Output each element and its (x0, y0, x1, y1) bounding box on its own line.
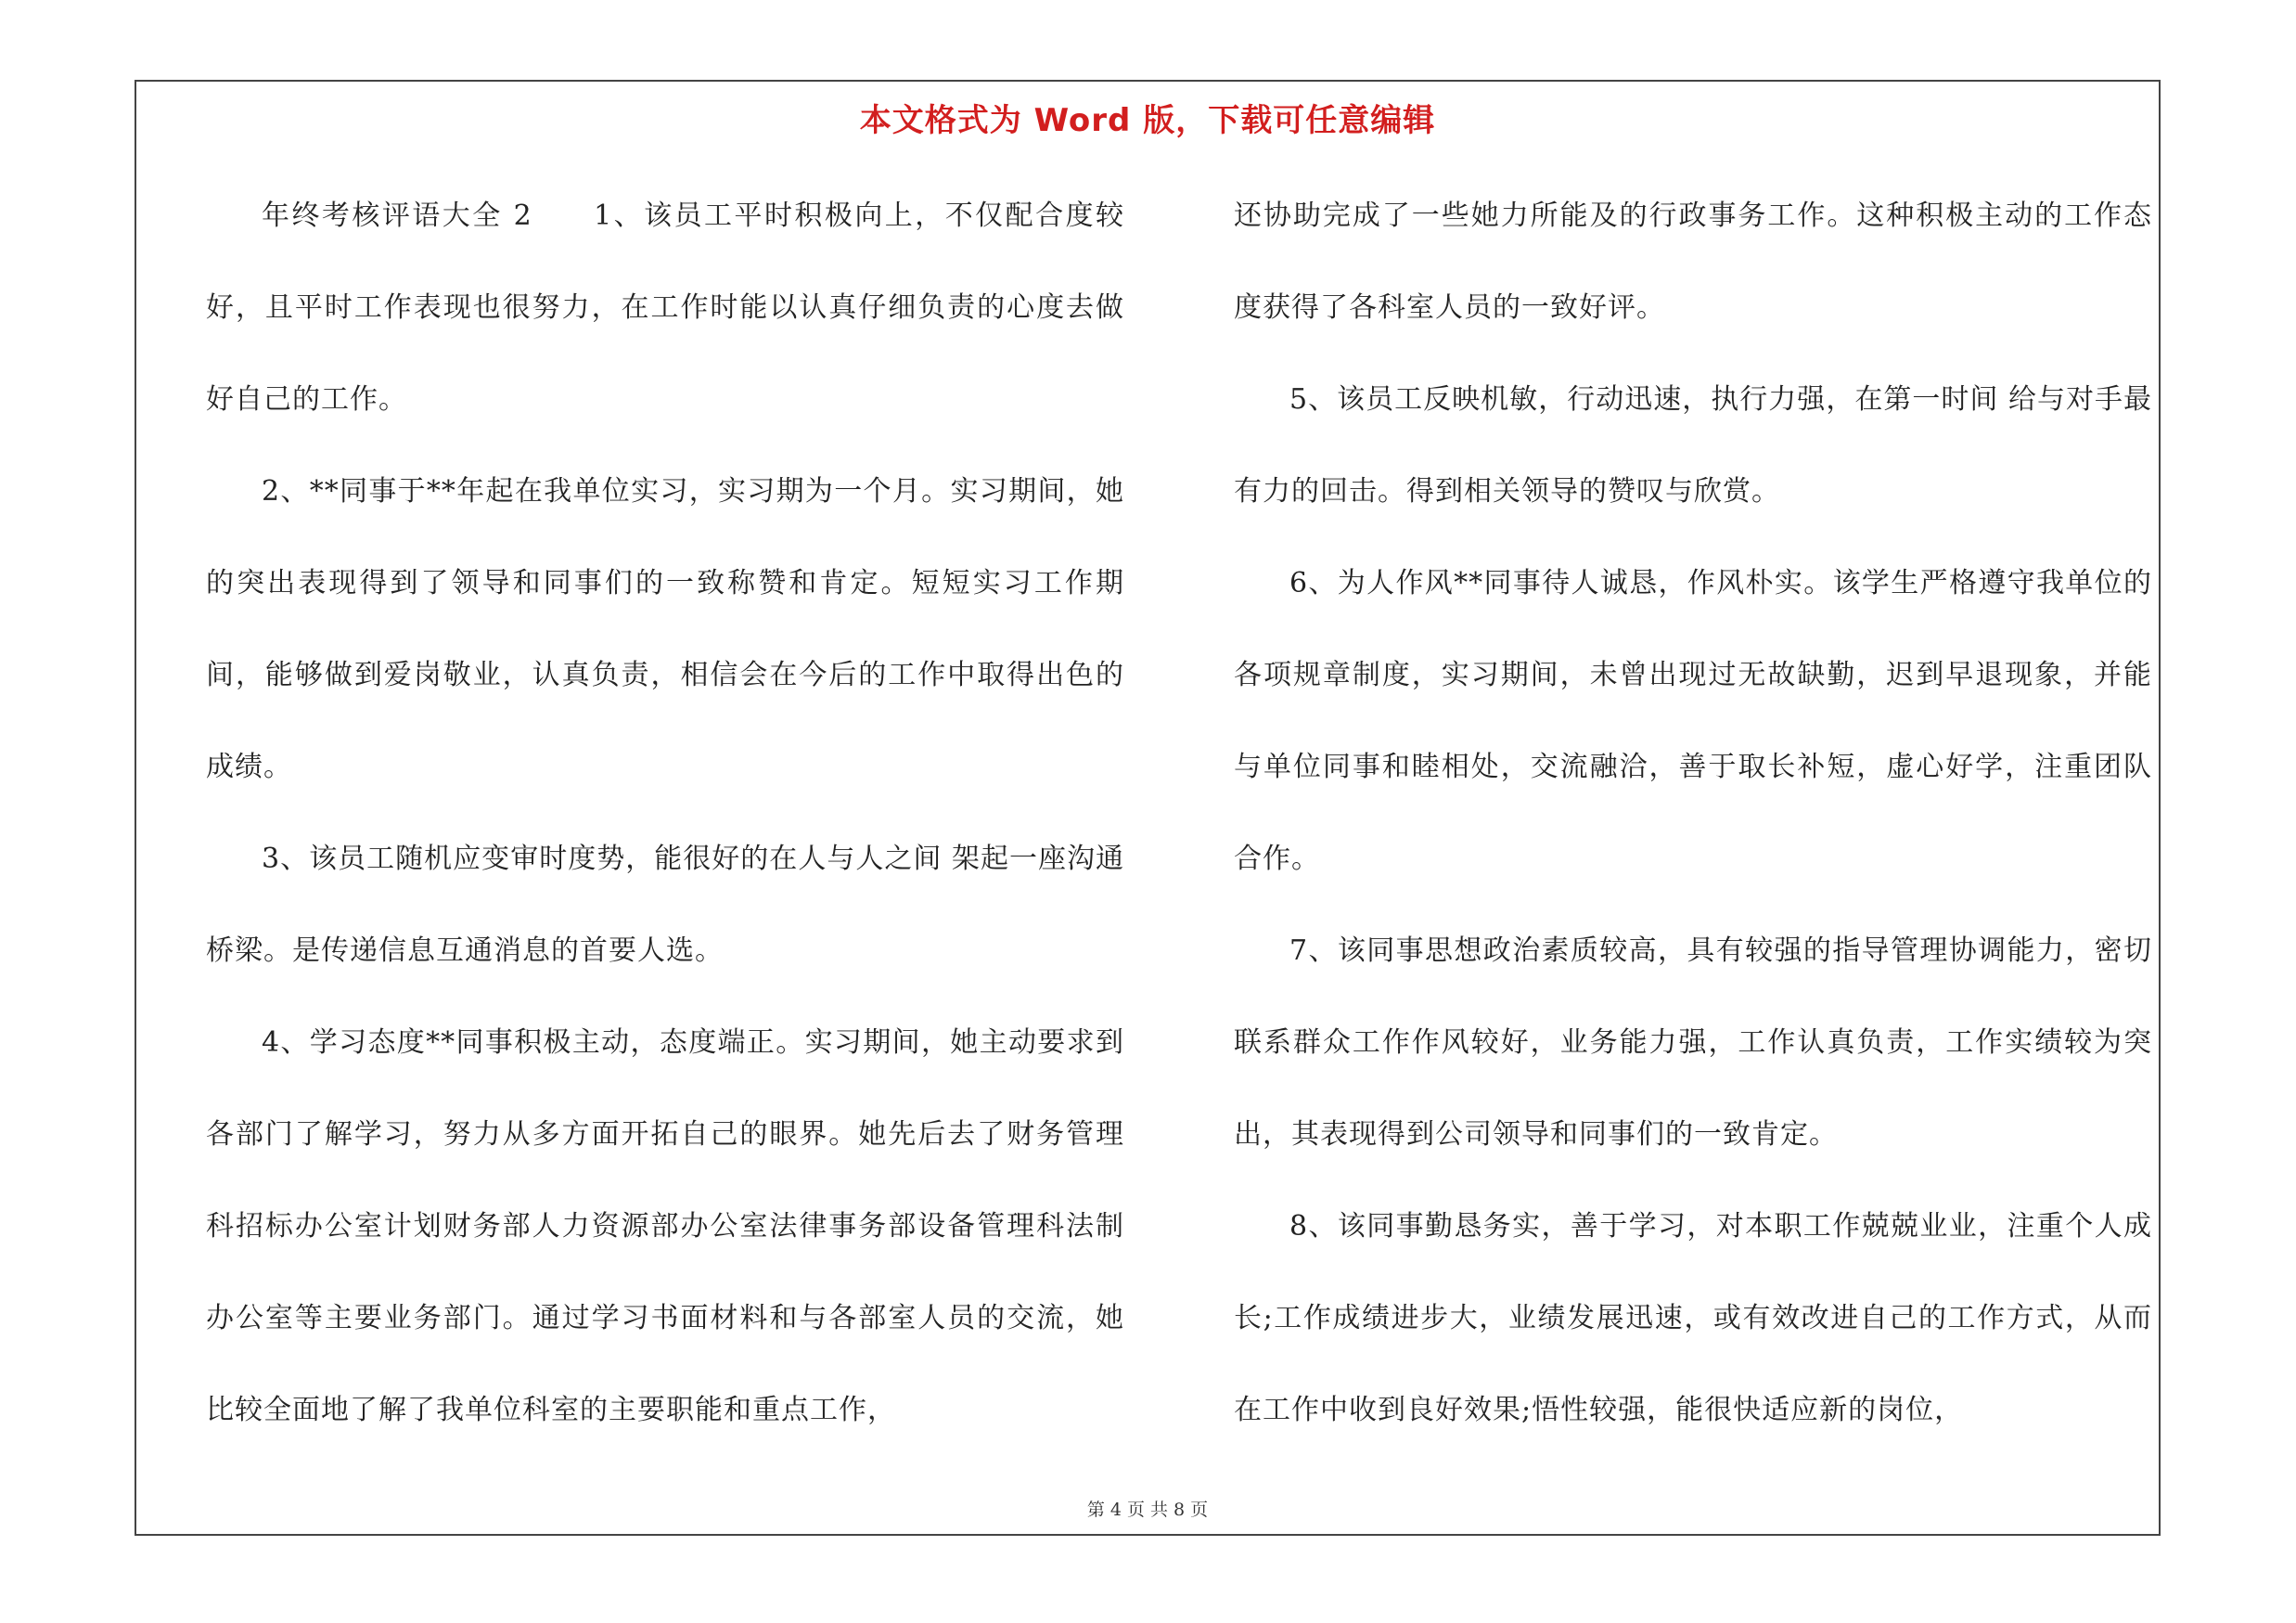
page-number-footer: 第 4 页 共 8 页 (1086, 1500, 1209, 1520)
paragraph: 7、该同事思想政治素质较高，具有较强的指导管理协调能力，密切联系群众工作作风较好，业务能力强，工作认真负责，工作实绩较为突出，其表现得到公司领导和同事们的一致肯定。 (1234, 934, 2152, 1151)
paragraph: 4、学习态度**同事积极主动，态度端正。实习期间，她主动要求到各部门了解学习，努力从多方面开拓自己的眼界。她先后去了财务管理科招标办公室计划财务部人力资源部办公室法律事务部设备管理科法制办公室等主要业务部门。通过学习书面材料和与各部室人员的交流，她比较全面地了解了我单位科室的主要职能和重点工作， (206, 1026, 1124, 1426)
header-banner: 本文格式为 Word 版，下载可任意编辑 (859, 102, 1436, 139)
paragraph: 5、该员工反映机敏，行动迅速，执行力强，在第一时间 给与对手最有力的回击。得到相关领导的赞叹与欣赏。 (1234, 383, 2152, 508)
left-column (206, 170, 1124, 1456)
page-frame (135, 80, 2161, 1536)
paragraph-continuation: 还协助完成了一些她力所能及的行政事务工作。这种积极主动的工作态度获得了各科室人员的一致好评。 (1234, 200, 2152, 324)
paragraph: 年终考核评语大全 2 1、该员工平时积极向上，不仅配合度较好，且平时工作表现也很努力，在工作时能以认真仔细负责的心度去做好自己的工作。 (206, 200, 1124, 416)
right-column (1234, 170, 2152, 1456)
paragraph: 6、为人作风**同事待人诚恳，作风朴实。该学生严格遵守我单位的各项规章制度，实习期间，未曾出现过无故缺勤，迟到早退现象，并能与单位同事和睦相处，交流融洽，善于取长补短，虚心好学，注重团队合作。 (1234, 567, 2152, 875)
paragraph: 8、该同事勤恳务实，善于学习，对本职工作兢兢业业，注重个人成长;工作成绩进步大，业绩发展迅速，或有效改进自己的工作方式，从而在工作中收到良好效果;悟性较强，能很快适应新的岗位， (1234, 1210, 2152, 1426)
paragraph: 3、该员工随机应变审时度势，能很好的在人与人之间 架起一座沟通桥梁。是传递信息互通消息的首要人选。 (206, 843, 1124, 967)
paragraph: 2、**同事于**年起在我单位实习，实习期为一个月。实习期间，她的突出表现得到了领导和同事们的一致称赞和肯定。短短实习工作期间，能够做到爱岗敬业，认真负责，相信会在今后的工作中取得出色的成绩。 (206, 475, 1124, 783)
